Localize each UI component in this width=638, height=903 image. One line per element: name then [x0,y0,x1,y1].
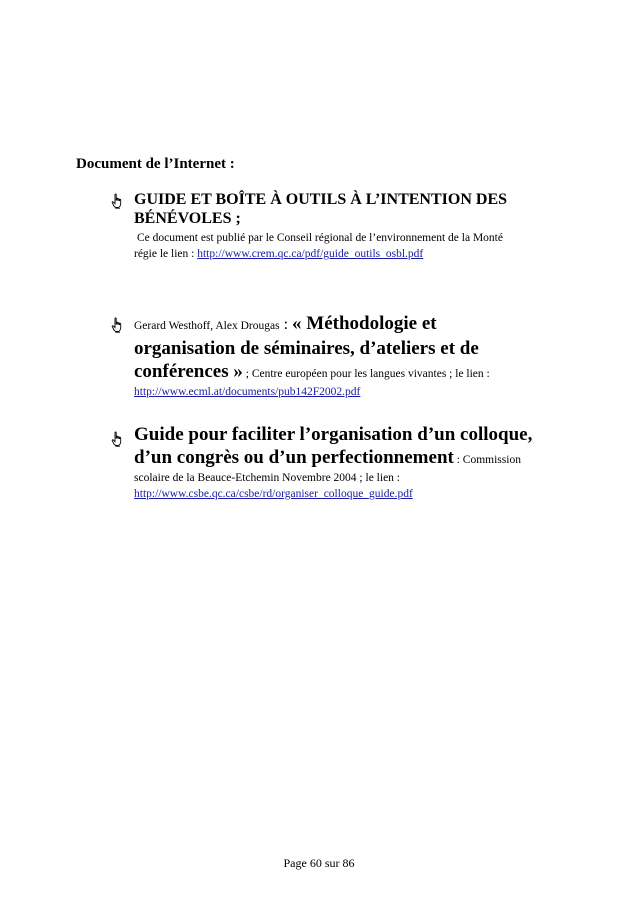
item-description: Ce document est publié par le Conseil régional de l’environnement de la Monté [137,232,503,244]
hand-pointing-icon [110,431,124,447]
item-title: BÉNÉVOLES ; [134,210,241,227]
section-heading: Document de l’Internet : [76,156,235,172]
item-separator: : [279,316,293,333]
hand-pointing-icon [110,193,124,209]
item-description: régie le lien : [134,248,198,260]
item-title: GUIDE ET BOÎTE À OUTILS À L’INTENTION DES [134,191,508,208]
hand-pointing-icon [110,317,124,333]
page-number: Page 60 sur 86 [283,856,355,870]
item-title: « Méthodologie et [292,313,437,334]
item-link[interactable]: http://www.ecml.at/documents/pub142F2002.pdf [134,386,361,398]
item-authors: Gerard Westhoff, Alex Drougas [134,320,280,332]
list-item [110,190,550,262]
item-description: scolaire de la Beauce-Etchemin Novembre 2004 ; le lien : [134,472,400,484]
item-description: ; Centre européen pour les langues vivantes ; le lien : [242,368,490,380]
item-link[interactable]: http://www.crem.qc.ca/pdf/guide_outils_osbl.pdf [197,248,424,260]
item-title: conférences » [134,361,243,382]
list-item [110,312,550,400]
item-description: : Commission [453,454,521,466]
list-item [110,423,550,502]
item-title: organisation de séminaires, d’ateliers et de [134,338,479,359]
item-title: d’un congrès ou d’un perfectionnement [134,447,454,468]
item-link[interactable]: http://www.csbe.qc.ca/csbe/rd/organiser_colloque_guide.pdf [134,488,413,500]
item-title: Guide pour faciliter l’organisation d’un colloque, [134,424,533,445]
